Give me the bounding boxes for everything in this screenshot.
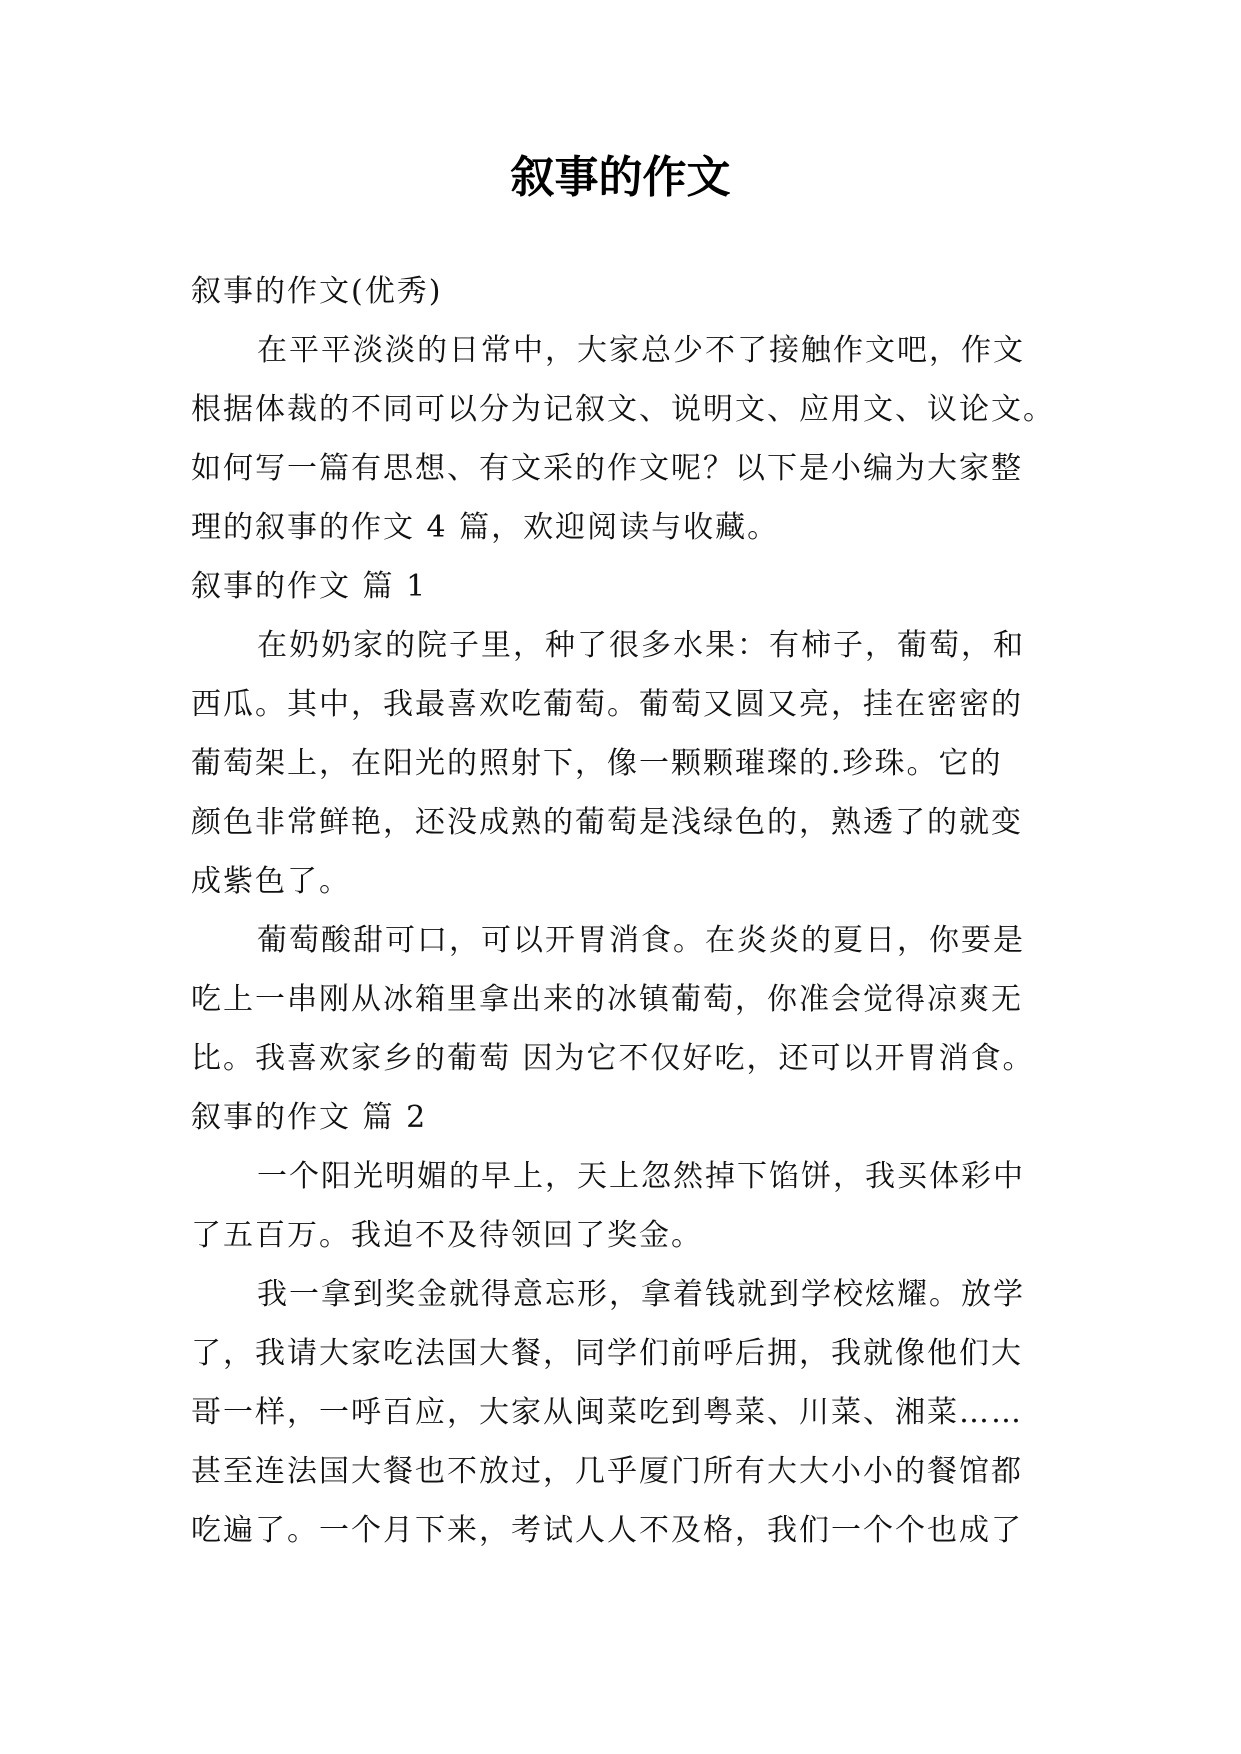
text-line: 我一拿到奖金就得意忘形，拿着钱就到学校炫耀。放学 [257,1277,1025,1312]
text-line: 在奶奶家的院子里，种了很多水果：有柿子，葡萄，和 [257,628,1025,663]
text-line: 在平平淡淡的日常中，大家总少不了接触作文吧，作文 [257,333,1025,368]
text-line: 葡萄架上，在阳光的照射下，像一颗颗璀璨的.珍珠。它的 [191,746,1003,781]
text-line: 西瓜。其中，我最喜欢吃葡萄。葡萄又圆又亮，挂在密密的 [191,687,1023,722]
section-heading: 叙事的作文 篇 2 [191,1100,428,1135]
text-line: 比。我喜欢家乡的葡萄 因为它不仅好吃，还可以开胃消食。 [191,1041,1035,1076]
text-line: 理的叙事的作文 4 篇，欢迎阅读与收藏。 [191,510,780,545]
text-line: 葡萄酸甜可口，可以开胃消食。在炎炎的夏日，你要是 [257,923,1025,958]
text-line: 吃上一串刚从冰箱里拿出来的冰镇葡萄，你准会觉得凉爽无 [191,982,1023,1017]
text-line: 了，我请大家吃法国大餐，同学们前呼后拥，我就像他们大 [191,1336,1023,1371]
document-body [191,262,1071,1560]
text-line: 了五百万。我迫不及待领回了奖金。 [191,1218,703,1253]
text-line: 哥一样，一呼百应，大家从闽菜吃到粤菜、川菜、湘菜…… [191,1395,1023,1430]
section-heading: 叙事的作文 篇 1 [191,569,428,604]
text-line: 成紫色了。 [191,864,351,899]
text-line: 甚至连法国大餐也不放过，几乎厦门所有大大小小的餐馆都 [191,1454,1023,1489]
text-line: 吃遍了。一个月下来，考试人人不及格，我们一个个也成了 [191,1513,1023,1548]
document-title: 叙事的作文 [510,152,731,203]
text-line: 根据体裁的不同可以分为记叙文、说明文、应用文、议论文。 [191,392,1055,427]
text-line: 如何写一篇有思想、有文采的作文呢？以下是小编为大家整 [191,451,1023,486]
text-line: 叙事的作文(优秀) [191,274,443,309]
text-line: 一个阳光明媚的早上，天上忽然掉下馅饼，我买体彩中 [257,1159,1025,1194]
text-line: 颜色非常鲜艳，还没成熟的葡萄是浅绿色的，熟透了的就变 [191,805,1023,840]
